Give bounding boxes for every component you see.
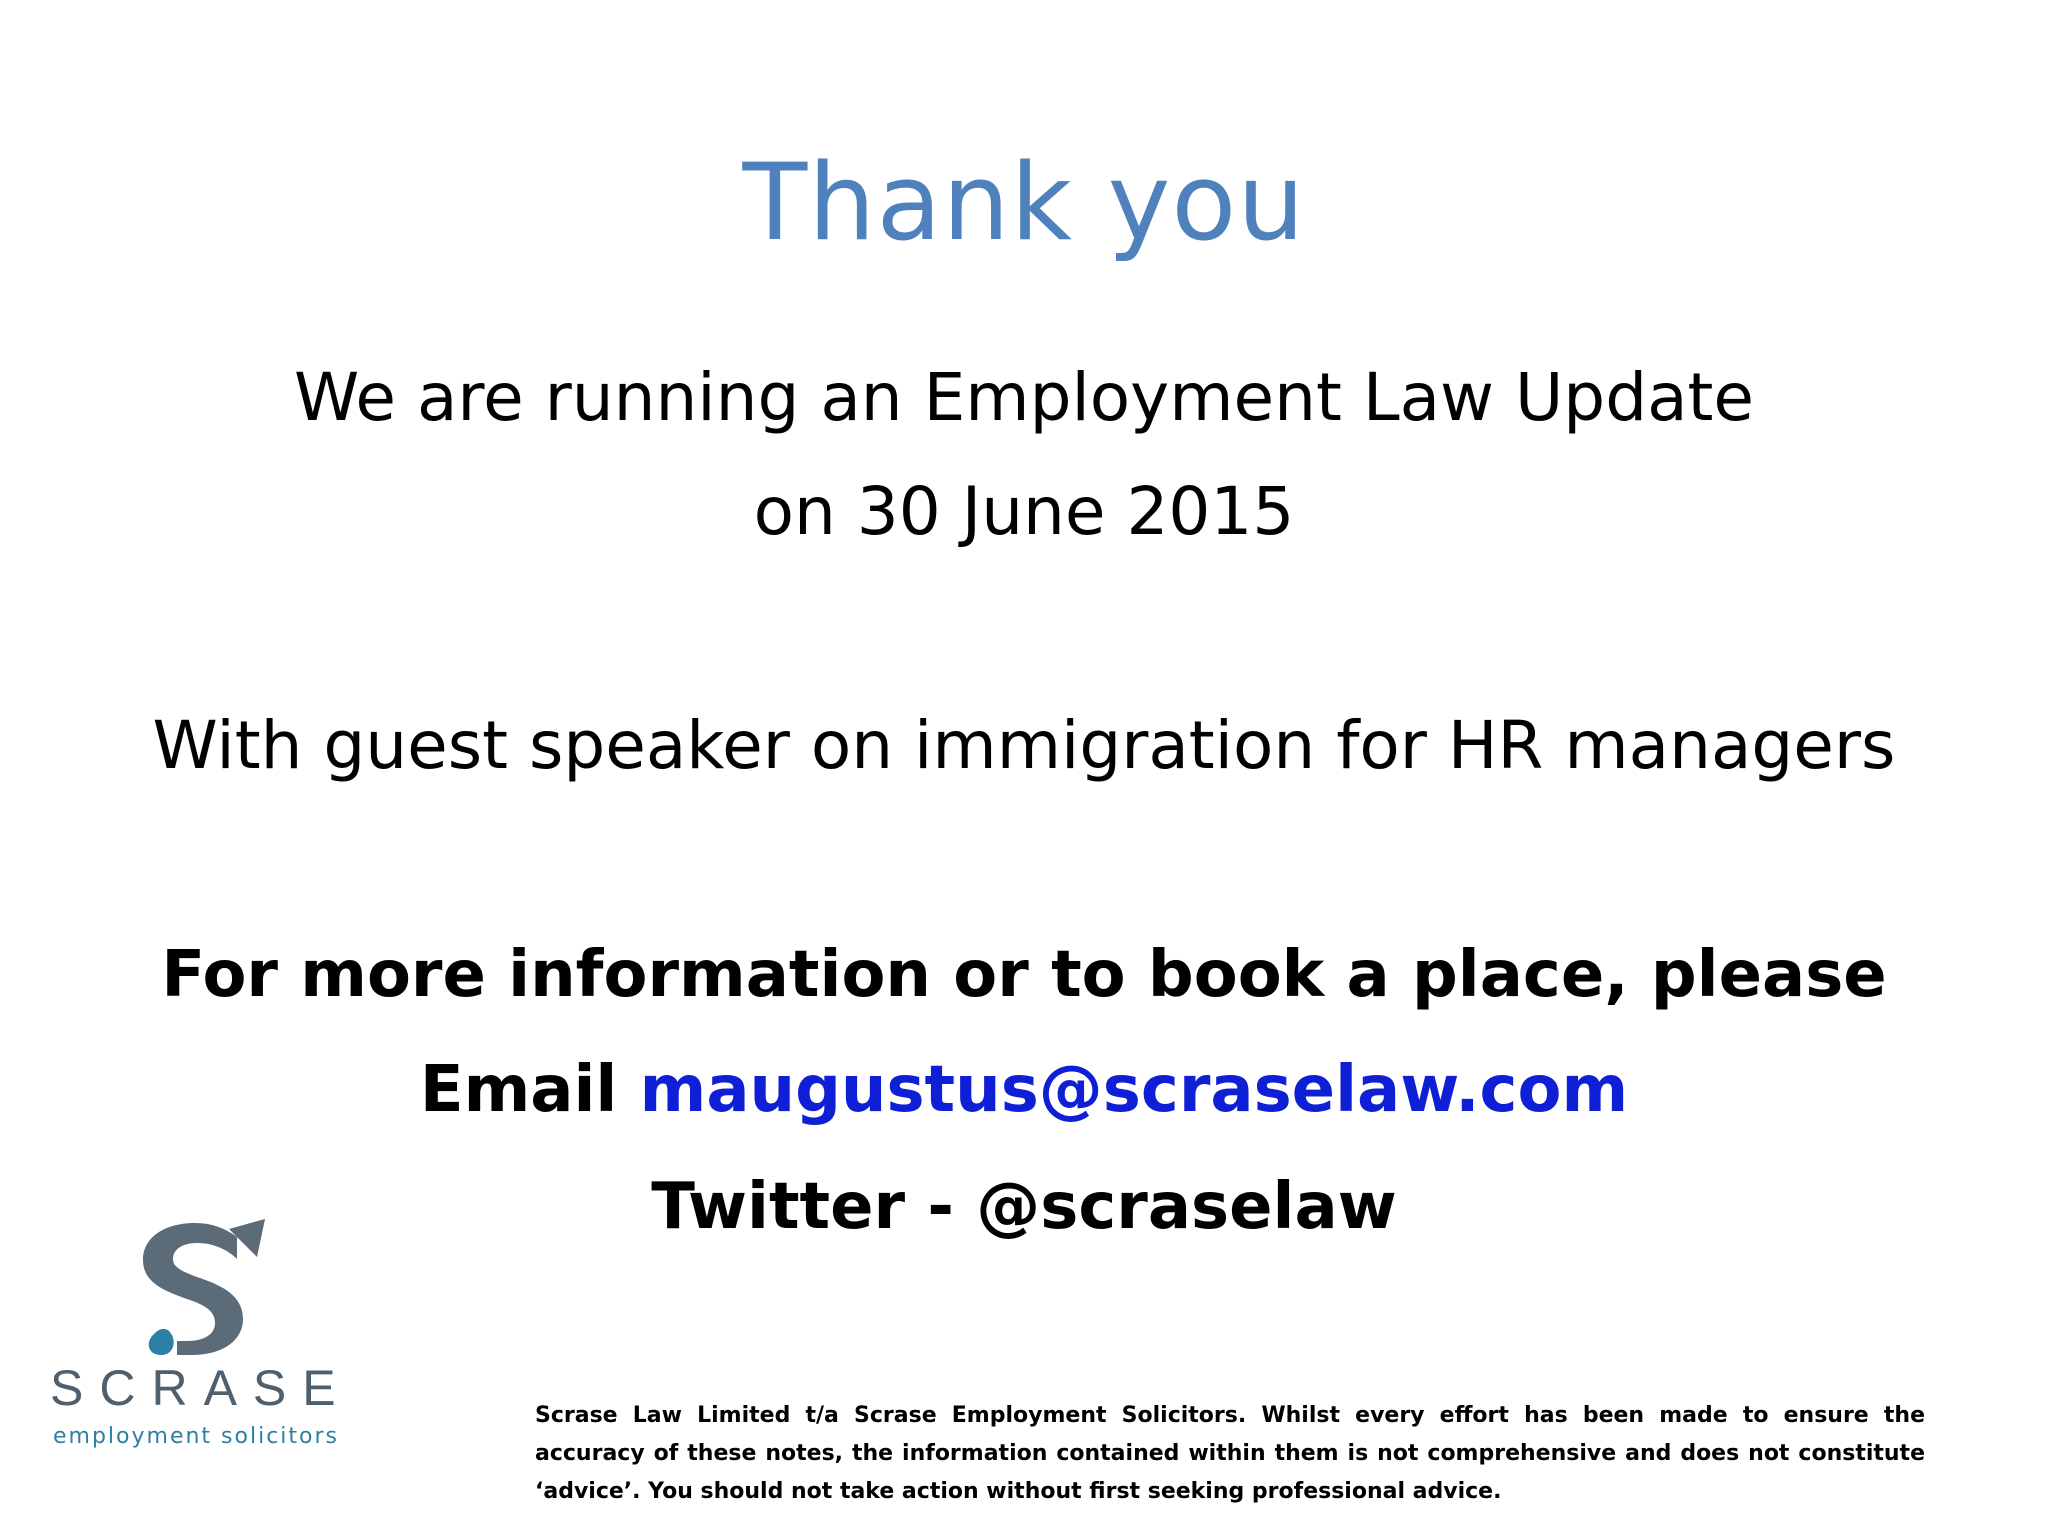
scrase-logo — [50, 1215, 350, 1455]
event-line-1: We are running an Employment Law Update — [293, 359, 1755, 436]
twitter-line: Twitter - @scraselaw — [651, 1170, 1397, 1244]
logo-wordmark: SCRASE — [50, 1360, 352, 1416]
email-line — [0, 1050, 2048, 1130]
disclaimer-text: Scrase Law Limited t/a Scrase Employment Solicitors. Whilst every effort has been made to ensure the accuracy of these notes, the information contained within them is not comprehensive and does not constitute ‘advice’. You should not take action without first seeking professional advice. — [535, 1403, 1925, 1504]
event-line-2: on 30 June 2015 — [753, 473, 1295, 550]
logo-tagline: employment solicitors — [53, 1424, 339, 1449]
slide-title: Thank you — [742, 141, 1306, 264]
cta-line: For more information or to book a place, please — [161, 938, 1887, 1012]
scrase-s-arrow-icon — [125, 1215, 285, 1355]
guest-speaker-line: With guest speaker on immigration for HR managers — [152, 707, 1896, 784]
email-prefix: Email — [419, 1053, 640, 1127]
email-link[interactable]: maugustus@scraselaw.com — [639, 1053, 1629, 1127]
